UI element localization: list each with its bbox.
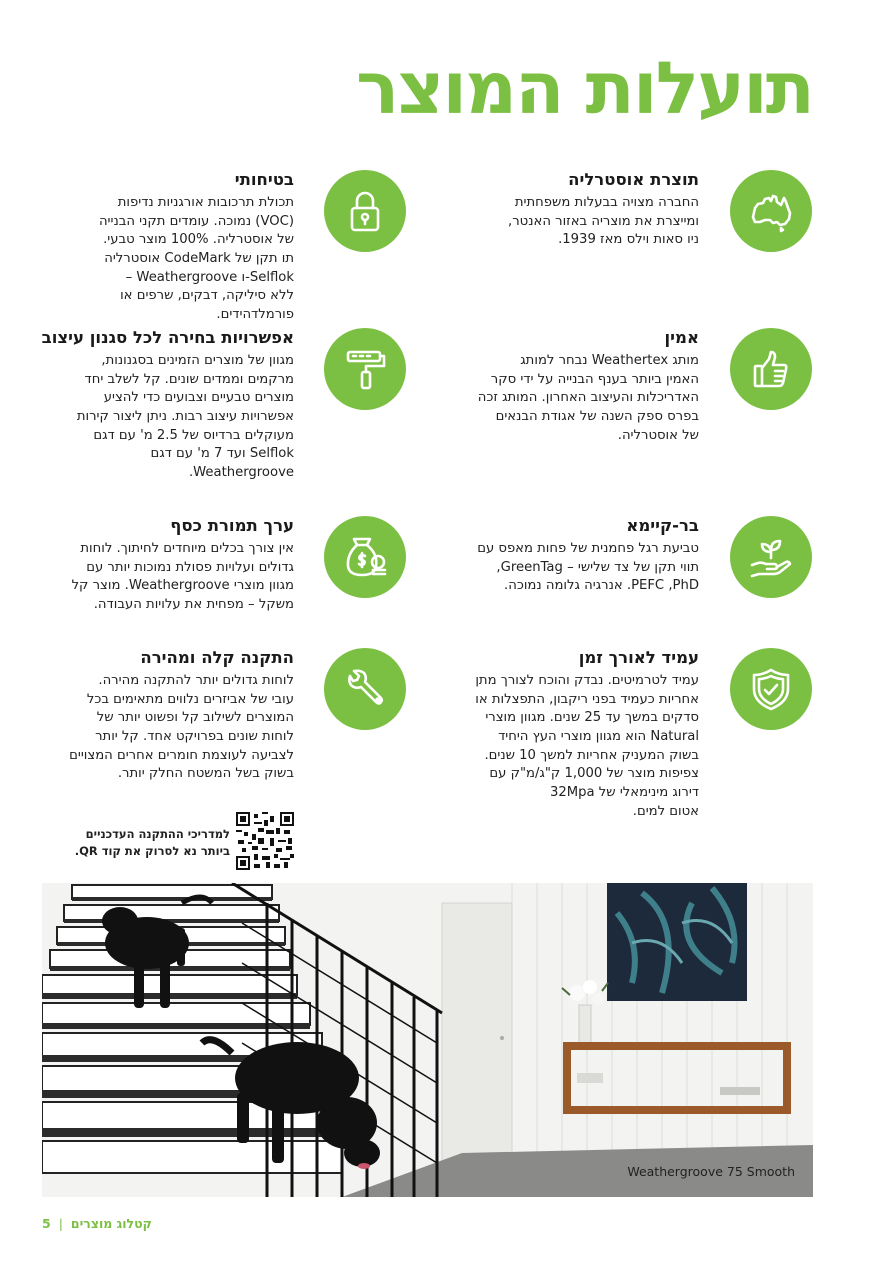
benefit-title: תוצרת אוסטרליה: [568, 170, 699, 189]
page-title: תועלות המוצר: [355, 46, 813, 130]
benefit-text: לוחות גדולים יותר להתקנה מהירה. עובי של אביזרים נלווים מתאימים בכל המוצרים לשילוב קל ופשוט יותר של לוחות שונים בפרויקט אחד. קל יותר לצביעה לעוצמת חומרים אחרים המצויים בשוק בשל המשטח החלק יותר.: [69, 672, 294, 782]
benefit-easy-install: [24, 648, 294, 784]
shield-check-icon: [730, 648, 812, 730]
benefit-title: עמיד לאורך זמן: [578, 648, 699, 667]
staircase-scene-illustration: [42, 883, 813, 1197]
page-footer: [42, 1216, 152, 1231]
benefit-reliable: [429, 328, 699, 445]
product-photo: [42, 883, 813, 1197]
photo-caption: Weathergroove 75 Smooth: [627, 1164, 795, 1179]
benefit-design-options: [34, 328, 294, 483]
australia-map-icon: [730, 170, 812, 252]
hand-sprout-icon: [730, 516, 812, 598]
thumbs-up-icon: [730, 328, 812, 410]
benefit-text: החברה מצויה בבעלות משפחתית ומייצרת את מוצריה באזור האנטר, ניו סאות וילס מאז 1939.: [508, 194, 699, 248]
page-number: 5: [42, 1216, 51, 1231]
benefit-text: טביעת רגל פחמנית של פחות מאפס עם תווי תקן של צד שלישי – GreenTag, PEFC ,PhD. אנרגיה גלומה נמוכה.: [477, 540, 699, 594]
footer-label: קטלוג מוצרים: [70, 1216, 152, 1231]
paint-roller-icon: [324, 328, 406, 410]
padlock-icon: [324, 170, 406, 252]
benefit-safe: [44, 170, 294, 325]
benefit-made-in-australia: [449, 170, 699, 250]
qr-code[interactable]: [236, 812, 294, 870]
qr-instructions: למדריכי ההתקנה העדכניים ביותר נא לסרוק את קוד QR.: [74, 827, 230, 858]
benefit-text: מגוון של מוצרים הזמינים בסגנונות, מרקמים וממדים שונים. קל לשלב יחד מוצרים טבעיים וצבועים כדי להציע אפשרויות עיצוב רבות. ניתן ליצור קירות מעוקלים ברדיוס של 2.5 מ' עם דגם Selflok ועד 7 מ' עם דגם Weathergroove.: [76, 352, 294, 481]
money-bag-icon: [324, 516, 406, 598]
benefit-title: בטיחותי: [234, 170, 294, 189]
benefit-title: ערך תמורת כסף: [170, 516, 294, 535]
benefit-text: מותג Weathertex נבחר למותג האמין ביותר בענף הבנייה על ידי סקר האדריכלות והעיצוב האחרון. המותג זכה בפרס ספק השנה של אגודת הבנאים של אוסטרליה.: [477, 352, 699, 443]
benefit-text: תכולת תרכובות אורגניות נדיפות (VOC) נמוכה. עומדים תקני הבנייה של אוסטרליה. 100% מוצר טבעי. תו תקן של CodeMark אוסטרליה Selflok-ו Weathergroove – ללא סיליקה, דבקים, שרפים או פורמלדהידים.: [98, 194, 294, 323]
footer-separator: |: [58, 1216, 63, 1231]
benefit-durable: [409, 648, 699, 822]
benefit-title: התקנה קלה ומהירה: [140, 648, 294, 667]
benefit-value-for-money: [34, 516, 294, 615]
benefit-text: עמיד לטרמיטים. נבדק והוכח לצורך מתן אחריות כעמיד בפני ריקבון, התפצלות או סדקים במשך עד 25 שנים. מגוון מוצרי Natural הוא מגוון מוצרי העץ היחיד בשוק המעניק אחריות למשך 10 שנים. צפיפות מוצר של 1,000 ק"ג/מ"ק עם דירוג מינימאלי של 32Mpa אטום למים.: [475, 672, 699, 819]
benefit-sustainable: [419, 516, 699, 596]
benefit-text: אין צורך בכלים מיוחדים לחיתוך. לוחות גדולים ועלויות פסולת נמוכות יותר עם מגוון מוצרי Weathergroove. מוצר קל משקל – מפחית את עלויות העבודה.: [71, 540, 294, 612]
benefit-title: בר-קיימא: [626, 516, 699, 535]
wrench-icon: [324, 648, 406, 730]
benefit-title: אפשרויות בחירה לכל סגנון עיצוב: [41, 328, 294, 347]
benefit-title: אמין: [664, 328, 699, 347]
